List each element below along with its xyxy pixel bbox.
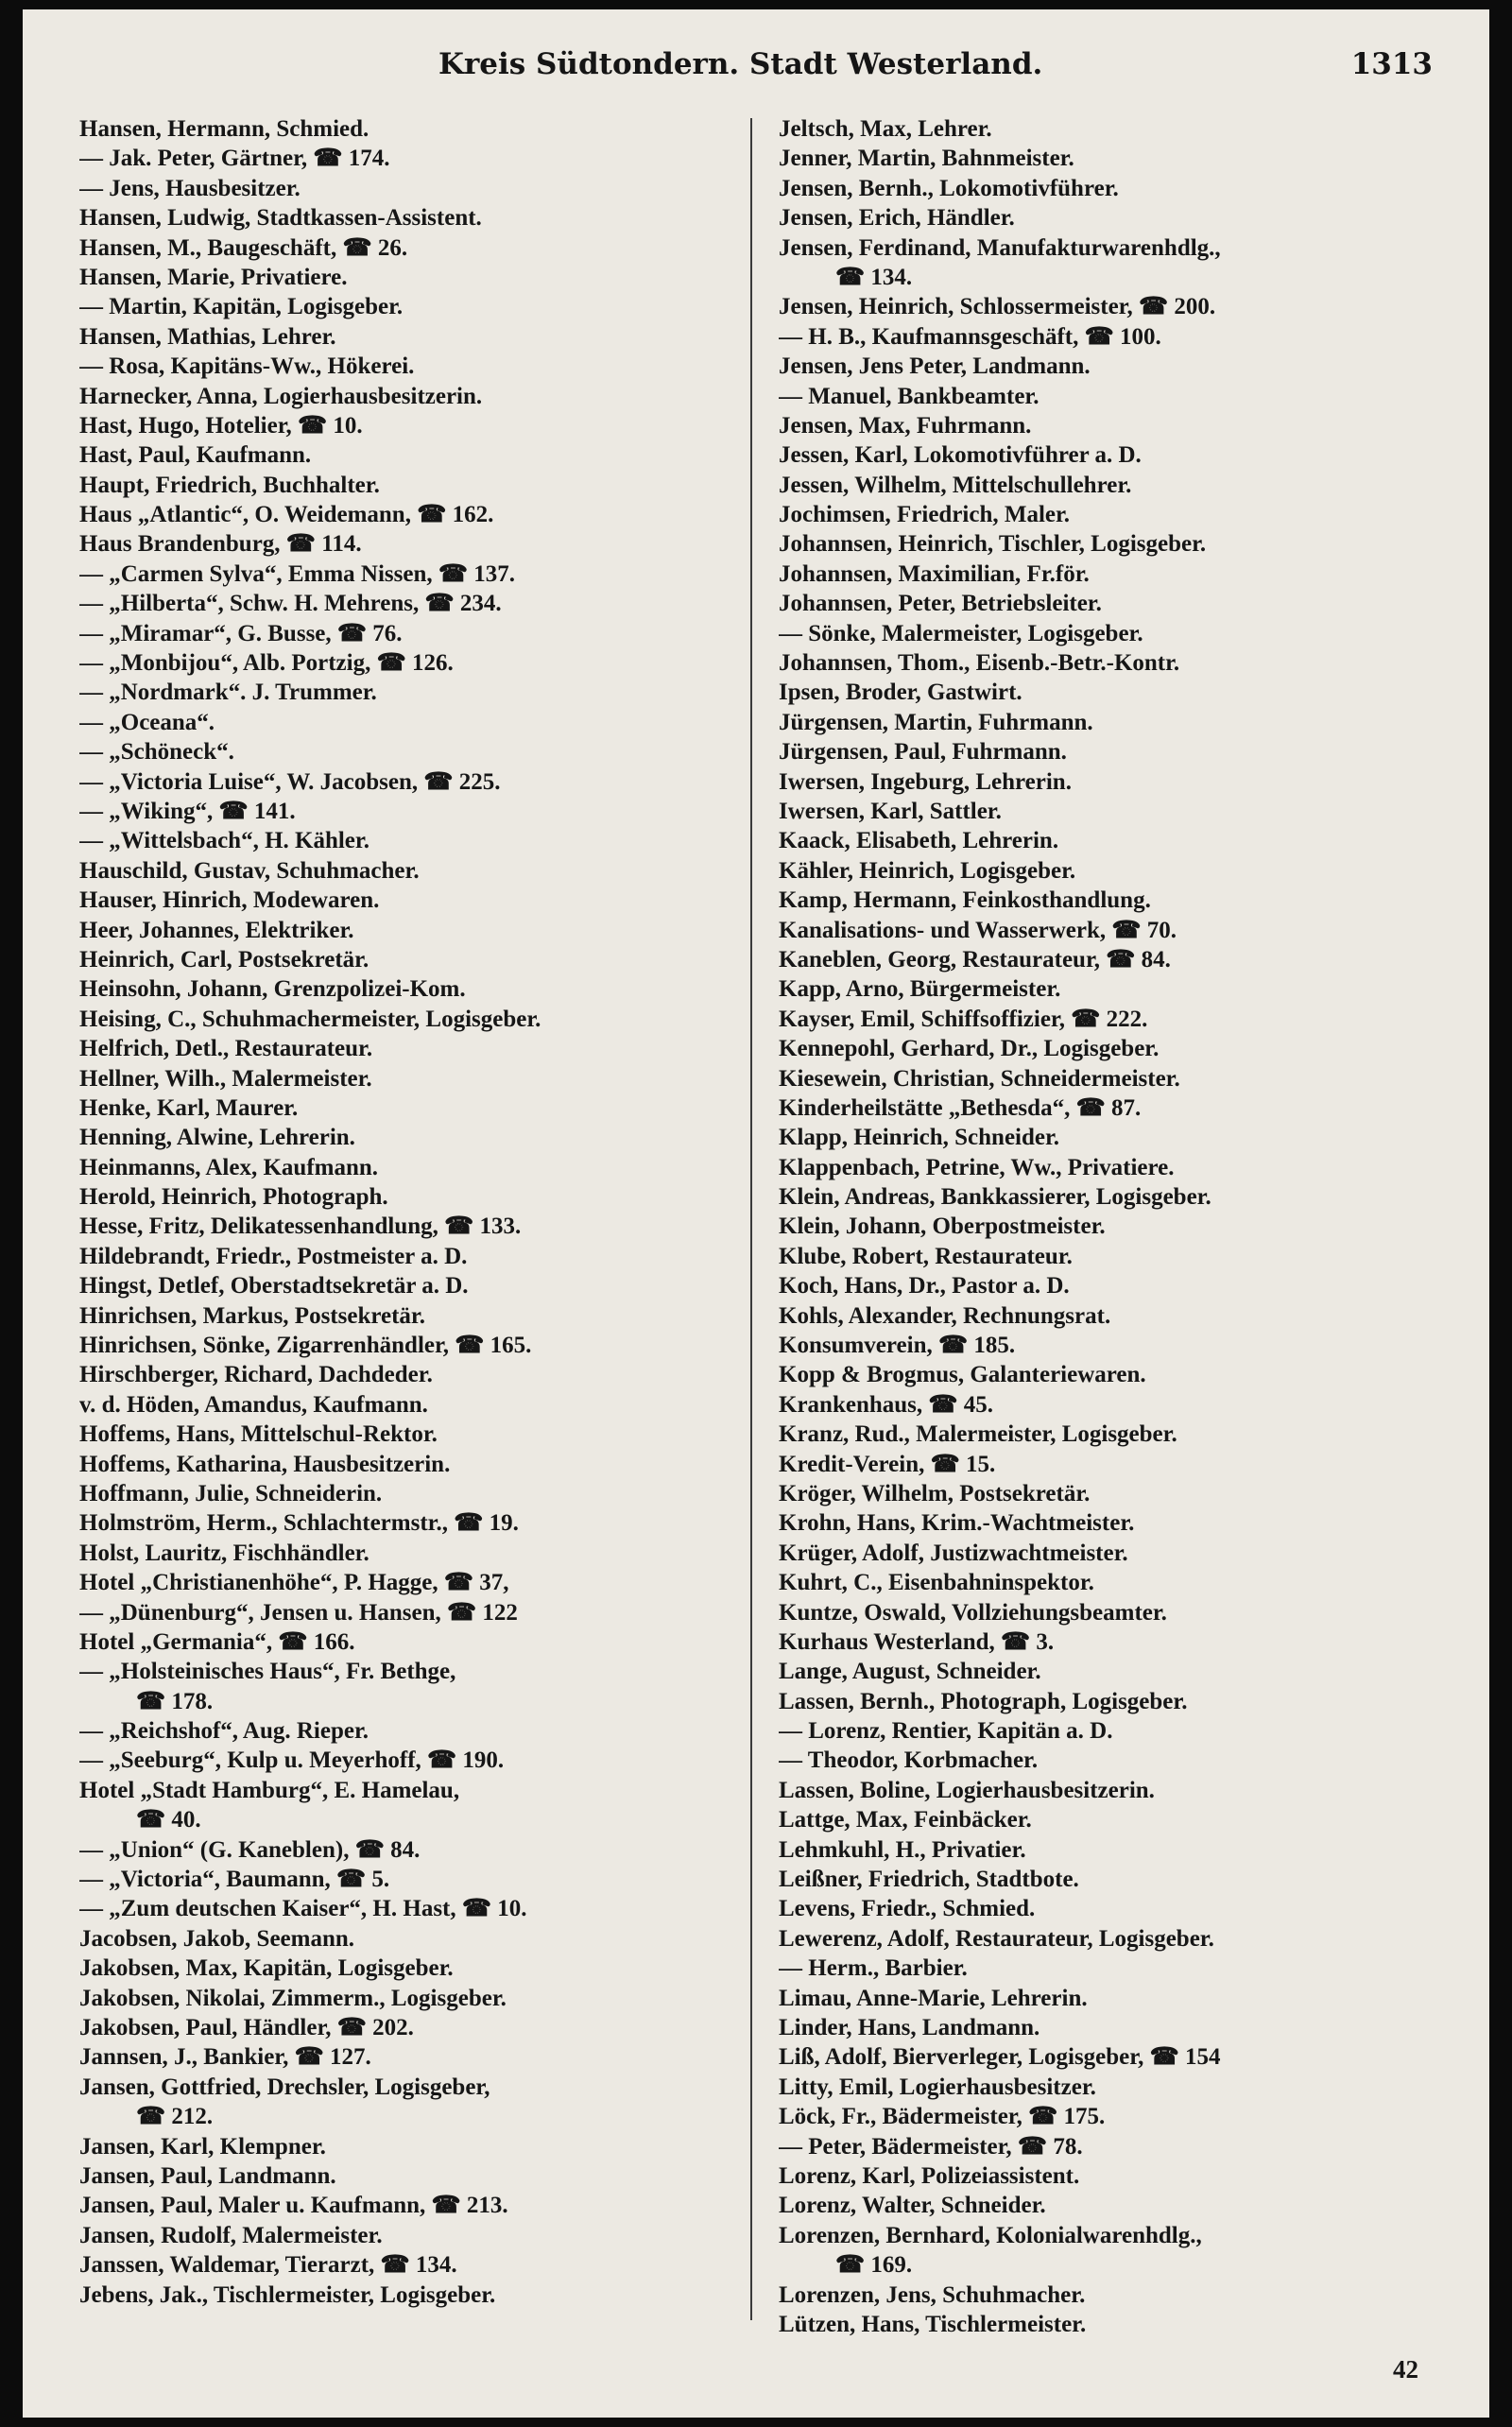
directory-entry: — „Seeburg“, Kulp u. Meyerhoff, ☎ 190. bbox=[79, 1747, 505, 1774]
directory-entry: Kayser, Emil, Schiffsoffizier, ☎ 222. bbox=[779, 1006, 1148, 1032]
directory-entry: Hast, Paul, Kaufmann. bbox=[79, 442, 312, 469]
directory-entry: Lehmkuhl, H., Privatier. bbox=[779, 1836, 1026, 1863]
sheet-number: 42 bbox=[1393, 2355, 1418, 2384]
column-divider bbox=[750, 118, 752, 2320]
directory-entry: Kranz, Rud., Malermeister, Logisgeber. bbox=[779, 1421, 1177, 1448]
directory-entry: — Martin, Kapitän, Logisgeber. bbox=[79, 294, 404, 320]
directory-entry: Hinrichsen, Markus, Postsekretär. bbox=[79, 1302, 425, 1329]
directory-entry: Hansen, M., Baugeschäft, ☎ 26. bbox=[79, 234, 408, 261]
directory-entry: Lorenz, Karl, Polizeiassistent. bbox=[779, 2162, 1080, 2189]
directory-entry: Klapp, Heinrich, Schneider. bbox=[779, 1125, 1060, 1151]
directory-entry: Holmström, Herm., Schlachtermstr., ☎ 19. bbox=[79, 1510, 519, 1537]
directory-entry: Kiesewein, Christian, Schneidermeister. bbox=[779, 1065, 1180, 1092]
right-column bbox=[779, 114, 1459, 2339]
directory-entry: Kopp & Brogmus, Galanteriewaren. bbox=[779, 1362, 1146, 1388]
directory-entry: — „Zum deutschen Kaiser“, H. Hast, ☎ 10. bbox=[79, 1896, 527, 1922]
directory-entry: Johannsen, Heinrich, Tischler, Logisgeber. bbox=[779, 531, 1207, 558]
directory-entry: Lassen, Boline, Logierhausbesitzerin. bbox=[779, 1777, 1155, 1803]
directory-entry: Hauser, Hinrich, Modewaren. bbox=[79, 887, 380, 914]
directory-entry: Krankenhaus, ☎ 45. bbox=[779, 1391, 994, 1418]
directory-entry: — „Wittelsbach“, H. Kähler. bbox=[79, 828, 369, 854]
directory-entry: Krohn, Hans, Krim.-Wachtmeister. bbox=[779, 1510, 1135, 1537]
directory-entry: Heinrich, Carl, Postsekretär. bbox=[79, 946, 369, 973]
directory-entry: Klube, Robert, Restaurateur. bbox=[779, 1243, 1073, 1269]
directory-entry: Hansen, Ludwig, Stadtkassen-Assistent. bbox=[79, 205, 482, 232]
directory-entry: Kurhaus Westerland, ☎ 3. bbox=[779, 1628, 1055, 1655]
directory-entry: Hotel „Christianenhöhe“, P. Hagge, ☎ 37, bbox=[79, 1570, 509, 1596]
directory-entry: Jensen, Max, Fuhrmann. bbox=[779, 412, 1032, 439]
directory-entry: Heer, Johannes, Elektriker. bbox=[79, 917, 354, 943]
directory-entry: Kuntze, Oswald, Vollziehungsbeamter. bbox=[779, 1599, 1167, 1626]
directory-entry: Haus Brandenburg, ☎ 114. bbox=[79, 531, 362, 558]
directory-entry: Jakobsen, Max, Kapitän, Logisgeber. bbox=[79, 1955, 454, 1982]
directory-entry: — Peter, Bädermeister, ☎ 78. bbox=[779, 2133, 1083, 2160]
directory-entry: Jansen, Rudolf, Malermeister. bbox=[79, 2222, 383, 2248]
directory-entry: Hoffems, Hans, Mittelschul-Rektor. bbox=[79, 1421, 438, 1448]
directory-entry: — Jak. Peter, Gärtner, ☎ 174. bbox=[79, 146, 390, 172]
directory-entry: Kanalisations- und Wasserwerk, ☎ 70. bbox=[779, 917, 1177, 943]
directory-entry: — „Dünenburg“, Jensen u. Hansen, ☎ 122 bbox=[79, 1599, 518, 1626]
directory-entry: Kennepohl, Gerhard, Dr., Logisgeber. bbox=[779, 1036, 1160, 1062]
directory-entry: Hast, Hugo, Hotelier, ☎ 10. bbox=[79, 412, 363, 439]
directory-entry: Lewerenz, Adolf, Restaurateur, Logisgeber. bbox=[779, 1925, 1214, 1952]
directory-entry: Jürgensen, Martin, Fuhrmann. bbox=[779, 709, 1093, 735]
directory-entry: Jansen, Paul, Landmann. bbox=[79, 2162, 336, 2189]
directory-entry: Kröger, Wilhelm, Postsekretär. bbox=[779, 1480, 1091, 1506]
directory-entry: Heinsohn, Johann, Grenzpolizei-Kom. bbox=[79, 976, 466, 1003]
directory-entry: Kaack, Elisabeth, Lehrerin. bbox=[779, 828, 1059, 854]
directory-entry: — Sönke, Malermeister, Logisgeber. bbox=[779, 620, 1143, 646]
directory-entry: Henke, Karl, Maurer. bbox=[79, 1094, 299, 1121]
directory-entry: Iwersen, Karl, Sattler. bbox=[779, 798, 1002, 824]
directory-entry: Jansen, Karl, Klempner. bbox=[79, 2133, 326, 2160]
directory-entry: — „Carmen Sylva“, Emma Nissen, ☎ 137. bbox=[79, 560, 515, 587]
directory-entry: — Manuel, Bankbeamter. bbox=[779, 383, 1040, 409]
directory-entry: Harnecker, Anna, Logierhausbesitzerin. bbox=[79, 383, 483, 409]
directory-entry: Klappenbach, Petrine, Ww., Privatiere. bbox=[779, 1154, 1175, 1180]
directory-entry: — Herm., Barbier. bbox=[779, 1955, 968, 1982]
directory-entry: Leißner, Friedrich, Stadtbote. bbox=[779, 1867, 1079, 1893]
directory-entry: Löck, Fr., Bädermeister, ☎ 175. bbox=[779, 2104, 1106, 2130]
directory-entry: Hirschberger, Richard, Dachdeder. bbox=[79, 1362, 433, 1388]
directory-entry: ☎ 178. bbox=[136, 1688, 214, 1714]
directory-entry: Jakobsen, Nikolai, Zimmerm., Logisgeber. bbox=[79, 1985, 507, 2011]
directory-entry: Jakobsen, Paul, Händler, ☎ 202. bbox=[79, 2015, 414, 2040]
directory-entry: — „Monbijou“, Alb. Portzig, ☎ 126. bbox=[79, 650, 454, 677]
directory-entry: Jessen, Wilhelm, Mittelschullehrer. bbox=[779, 472, 1132, 498]
directory-entry: — „Reichshof“, Aug. Rieper. bbox=[79, 1718, 369, 1745]
directory-entry: Kuhrt, C., Eisenbahninspektor. bbox=[779, 1570, 1094, 1596]
directory-entry: Lorenzen, Bernhard, Kolonialwarenhdlg., bbox=[779, 2222, 1202, 2248]
directory-entry: ☎ 169. bbox=[835, 2252, 913, 2279]
page-number: 1313 bbox=[1350, 47, 1433, 81]
directory-entry: Ipsen, Broder, Gastwirt. bbox=[779, 680, 1022, 706]
page-title: Kreis Südtondern. Stadt Westerland. bbox=[438, 47, 1043, 81]
directory-entry: Hesse, Fritz, Delikatessenhandlung, ☎ 133. bbox=[79, 1214, 522, 1240]
directory-entry: Lorenzen, Jens, Schuhmacher. bbox=[779, 2281, 1086, 2308]
directory-entry: Jebens, Jak., Tischlermeister, Logisgeber. bbox=[79, 2281, 496, 2308]
directory-entry: Hansen, Marie, Privatiere. bbox=[79, 264, 348, 290]
directory-entry: Johannsen, Thom., Eisenb.-Betr.-Kontr. bbox=[779, 650, 1180, 677]
directory-entry: — „Victoria“, Baumann, ☎ 5. bbox=[79, 1867, 390, 1893]
directory-entry: v. d. Höden, Amandus, Kaufmann. bbox=[79, 1391, 428, 1418]
directory-entry: Jochimsen, Friedrich, Maler. bbox=[779, 502, 1071, 528]
directory-entry: — Theodor, Korbmacher. bbox=[779, 1747, 1039, 1774]
directory-entry: Jensen, Erich, Händler. bbox=[779, 205, 1015, 232]
directory-entry: — „Holsteinisches Haus“, Fr. Bethge, bbox=[79, 1659, 456, 1685]
directory-entry: Hauschild, Gustav, Schuhmacher. bbox=[79, 857, 420, 884]
directory-entry: Levens, Friedr., Schmied. bbox=[779, 1896, 1036, 1922]
directory-entry: Hildebrandt, Friedr., Postmeister a. D. bbox=[79, 1243, 468, 1269]
directory-entry: Heising, C., Schuhmachermeister, Logisgeber. bbox=[79, 1006, 541, 1032]
directory-entry: Haus „Atlantic“, O. Weidemann, ☎ 162. bbox=[79, 502, 494, 528]
directory-entry: Jensen, Bernh., Lokomotivführer. bbox=[779, 175, 1119, 201]
directory-entry: — „Nordmark“. J. Trummer. bbox=[79, 680, 377, 706]
directory-entry: Hellner, Wilh., Malermeister. bbox=[79, 1065, 372, 1092]
directory-entry: — „Schöneck“. bbox=[79, 739, 234, 766]
directory-entry: Iwersen, Ingeburg, Lehrerin. bbox=[779, 768, 1072, 795]
directory-entry: Linder, Hans, Landmann. bbox=[779, 2015, 1040, 2040]
directory-entry: Hingst, Detlef, Oberstadtsekretär a. D. bbox=[79, 1273, 469, 1300]
directory-entry: Hansen, Mathias, Lehrer. bbox=[79, 323, 336, 350]
directory-entry: Kamp, Hermann, Feinkosthandlung. bbox=[779, 887, 1151, 914]
directory-entry: — Lorenz, Rentier, Kapitän a. D. bbox=[779, 1718, 1113, 1745]
directory-entry: Johannsen, Maximilian, Fr.för. bbox=[779, 560, 1090, 587]
directory-entry: — H. B., Kaufmannsgeschäft, ☎ 100. bbox=[779, 323, 1161, 350]
directory-entry: Lange, August, Schneider. bbox=[779, 1659, 1041, 1685]
directory-entry: Holst, Lauritz, Fischhändler. bbox=[79, 1540, 369, 1566]
directory-entry: Hotel „Germania“, ☎ 166. bbox=[79, 1628, 355, 1655]
directory-entry: ☎ 134. bbox=[835, 264, 913, 290]
directory-entry: Janssen, Waldemar, Tierarzt, ☎ 134. bbox=[79, 2252, 457, 2279]
page-header bbox=[23, 47, 1489, 85]
directory-entry: Heinmanns, Alex, Kaufmann. bbox=[79, 1154, 379, 1180]
directory-entry: — Jens, Hausbesitzer. bbox=[79, 175, 301, 201]
directory-entry: Liß, Adolf, Bierverleger, Logisgeber, ☎ 154 bbox=[779, 2044, 1221, 2071]
directory-entry: Jessen, Karl, Lokomotivführer a. D. bbox=[779, 442, 1142, 469]
directory-entry: Johannsen, Peter, Betriebsleiter. bbox=[779, 591, 1102, 617]
directory-entry: Klein, Johann, Oberpostmeister. bbox=[779, 1214, 1106, 1240]
directory-entry: Jürgensen, Paul, Fuhrmann. bbox=[779, 739, 1067, 766]
directory-entry: Klein, Andreas, Bankkassierer, Logisgeber. bbox=[779, 1184, 1211, 1211]
directory-entry: Jannsen, J., Bankier, ☎ 127. bbox=[79, 2044, 371, 2071]
directory-entry: Haupt, Friedrich, Buchhalter. bbox=[79, 472, 380, 498]
directory-entry: Kinderheilstätte „Bethesda“, ☎ 87. bbox=[779, 1094, 1142, 1121]
directory-entry: Kohls, Alexander, Rechnungsrat. bbox=[779, 1302, 1111, 1329]
directory-entry: Konsumverein, ☎ 185. bbox=[779, 1333, 1016, 1359]
directory-entry: — „Victoria Luise“, W. Jacobsen, ☎ 225. bbox=[79, 768, 501, 795]
directory-page bbox=[23, 9, 1489, 2418]
directory-entry: — „Oceana“. bbox=[79, 709, 215, 735]
directory-entry: Koch, Hans, Dr., Pastor a. D. bbox=[779, 1273, 1070, 1300]
directory-entry: ☎ 40. bbox=[136, 1807, 201, 1833]
directory-entry: Jensen, Jens Peter, Landmann. bbox=[779, 353, 1091, 380]
directory-entry: — „Union“ (G. Kaneblen), ☎ 84. bbox=[79, 1836, 421, 1863]
directory-entry: Jensen, Heinrich, Schlossermeister, ☎ 200. bbox=[779, 294, 1216, 320]
directory-entry: — „Miramar“, G. Busse, ☎ 76. bbox=[79, 620, 403, 646]
directory-entry: Henning, Alwine, Lehrerin. bbox=[79, 1125, 355, 1151]
directory-entry: Krüger, Adolf, Justizwachtmeister. bbox=[779, 1540, 1128, 1566]
directory-entry: Hinrichsen, Sönke, Zigarrenhändler, ☎ 165. bbox=[79, 1333, 532, 1359]
directory-entry: Jenner, Martin, Bahnmeister. bbox=[779, 146, 1074, 172]
directory-entry: ☎ 212. bbox=[136, 2104, 214, 2130]
directory-entry: Hotel „Stadt Hamburg“, E. Hamelau, bbox=[79, 1777, 460, 1803]
directory-entry: Jansen, Gottfried, Drechsler, Logisgeber, bbox=[79, 2074, 490, 2100]
directory-entry: Lassen, Bernh., Photograph, Logisgeber. bbox=[779, 1688, 1188, 1714]
directory-entry: Hansen, Hermann, Schmied. bbox=[79, 116, 369, 142]
directory-entry: Kähler, Heinrich, Logisgeber. bbox=[779, 857, 1076, 884]
directory-entry: Lützen, Hans, Tischlermeister. bbox=[779, 2311, 1087, 2337]
directory-entry: Lattge, Max, Feinbäcker. bbox=[779, 1807, 1032, 1833]
directory-entry: Jacobsen, Jakob, Seemann. bbox=[79, 1925, 355, 1952]
directory-entry: — Rosa, Kapitäns-Ww., Hökerei. bbox=[79, 353, 415, 380]
directory-entry: Jansen, Paul, Maler u. Kaufmann, ☎ 213. bbox=[79, 2193, 508, 2219]
directory-entry: Helfrich, Detl., Restaurateur. bbox=[79, 1036, 373, 1062]
directory-entry: Kapp, Arno, Bürgermeister. bbox=[779, 976, 1061, 1003]
left-column bbox=[79, 114, 750, 2310]
directory-entry: Lorenz, Walter, Schneider. bbox=[779, 2193, 1046, 2219]
directory-entry: Jensen, Ferdinand, Manufakturwarenhdlg., bbox=[779, 234, 1221, 261]
directory-entry: — „Wiking“, ☎ 141. bbox=[79, 798, 296, 824]
directory-entry: Limau, Anne-Marie, Lehrerin. bbox=[779, 1985, 1088, 2011]
directory-entry: Hoffmann, Julie, Schneiderin. bbox=[79, 1480, 383, 1506]
directory-entry: Kaneblen, Georg, Restaurateur, ☎ 84. bbox=[779, 946, 1171, 973]
directory-entry: Kredit-Verein, ☎ 15. bbox=[779, 1451, 996, 1477]
directory-entry: Herold, Heinrich, Photograph. bbox=[79, 1184, 388, 1211]
directory-entry: Jeltsch, Max, Lehrer. bbox=[779, 116, 992, 142]
directory-entry: Hoffems, Katharina, Hausbesitzerin. bbox=[79, 1451, 451, 1477]
directory-entry: — „Hilberta“, Schw. H. Mehrens, ☎ 234. bbox=[79, 591, 502, 617]
directory-entry: Litty, Emil, Logierhausbesitzer. bbox=[779, 2074, 1096, 2100]
